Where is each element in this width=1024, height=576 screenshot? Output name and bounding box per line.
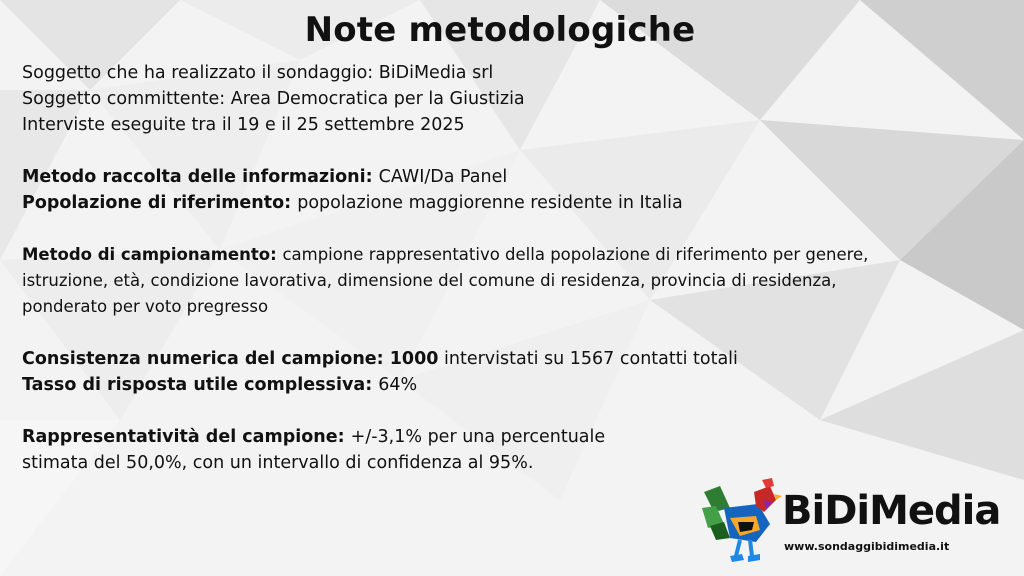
sampling-method-line	[22, 242, 982, 268]
response-rate-line	[22, 372, 982, 398]
collection-method-value: CAWI/Da Panel	[378, 167, 508, 187]
brand-url: www.sondaggibidimedia.it	[784, 540, 950, 553]
sampling-method-value: campione rappresentativo della popolazione di riferimento per genere,	[282, 245, 869, 264]
reference-population-value: popolazione maggiorenne residente in Italia	[297, 193, 683, 213]
sampling-method-label: Metodo di campionamento:	[22, 245, 283, 264]
representativeness-line	[22, 424, 982, 450]
sampling-method-line-3: ponderato per voto pregresso	[22, 297, 269, 316]
reference-population-line	[22, 190, 982, 216]
interview-dates: Interviste eseguite tra il 19 e il 25 settembre 2025	[22, 115, 465, 135]
bidimedia-logo	[700, 478, 1020, 568]
page-title: Note metodologiche	[304, 10, 696, 50]
sample-size-label: Consistenza numerica del campione:	[22, 349, 390, 369]
response-rate-label: Tasso di risposta utile complessiva:	[22, 375, 379, 395]
sample-size-number: 1000	[389, 349, 439, 369]
survey-author-value: BiDiMedia srl	[378, 63, 494, 83]
spacer	[22, 398, 982, 424]
spacer	[22, 216, 982, 242]
collection-method-label: Metodo raccolta delle informazioni:	[22, 167, 379, 187]
survey-author-label: Soggetto che ha realizzato il sondaggio:	[22, 63, 379, 83]
commissioner-line	[22, 86, 982, 112]
methodology-notes	[22, 60, 982, 476]
rooster-logo-icon	[700, 478, 784, 564]
representativeness-line-2: stimata del 50,0%, con un intervallo di confidenza al 95%.	[22, 453, 534, 473]
survey-author-line	[22, 60, 982, 86]
sampling-method-line-2: istruzione, età, condizione lavorativa, dimensione del comune di residenza, provincia di residenza,	[22, 271, 837, 290]
reference-population-label: Popolazione di riferimento:	[22, 193, 298, 213]
spacer	[22, 138, 982, 164]
response-rate-value: 64%	[378, 375, 418, 395]
spacer	[22, 320, 982, 346]
representativeness-value: +/-3,1% per una percentuale	[350, 427, 606, 447]
brand-name: BiDiMedia	[782, 488, 1001, 534]
commissioner-label: Soggetto committente:	[22, 89, 231, 109]
sample-size-line	[22, 346, 982, 372]
sample-size-value: intervistati su 1567 contatti totali	[438, 349, 738, 369]
collection-method-line	[22, 164, 982, 190]
commissioner-value: Area Democratica per la Giustizia	[230, 89, 525, 109]
representativeness-label: Rappresentatività del campione:	[22, 427, 351, 447]
